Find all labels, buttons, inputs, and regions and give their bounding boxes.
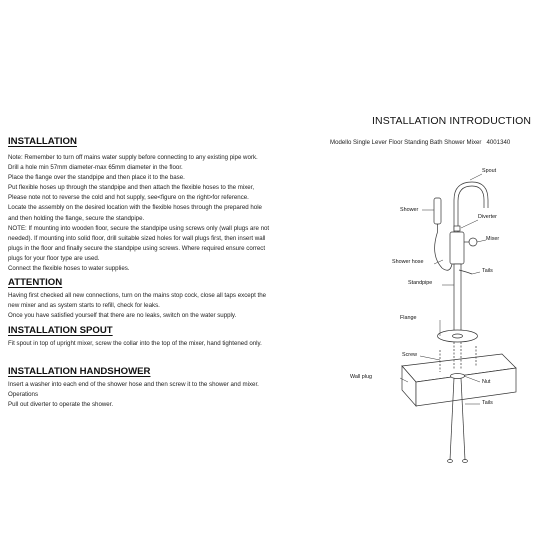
- instructions-column: [8, 136, 308, 410]
- label-flange: Flange: [400, 315, 417, 321]
- attention-line: Having first checked all new connections, turn on the mains stop cock, close all taps except the: [8, 292, 267, 300]
- flange: [438, 330, 478, 342]
- attention-text: [8, 291, 308, 321]
- label-standpipe: Standpipe: [408, 280, 433, 286]
- label-spout: Spout: [482, 168, 497, 174]
- handshower-heading: INSTALLATION HANDSHOWER: [8, 365, 151, 377]
- product-code: 4001340: [486, 139, 511, 146]
- label-shower-hose: Shower hose: [392, 259, 424, 265]
- installation-line: plugs in the floor and finally secure the standpipe using screws. Where required ensure correct: [8, 244, 266, 252]
- installation-text: [8, 153, 308, 274]
- installation-line: NOTE: If mounting into wooden floor, secure the standpipe using screws only (wall plugs are not: [8, 224, 270, 232]
- handshower-line: Insert a washer into each end of the shower hose and then screw it to the shower and mixer.: [8, 380, 259, 388]
- diverter: [454, 226, 460, 231]
- installation-line: and then holding the flange, secure the standpipe.: [8, 214, 145, 222]
- label-mixer: Mixer: [486, 236, 500, 242]
- label-tails-lower: Tails: [482, 400, 493, 406]
- nut: [451, 374, 465, 379]
- installation-line: Locate the assembly on the desired location with the flexible hoses through the prepared hole: [8, 204, 262, 212]
- handshower-text: [8, 380, 308, 410]
- handshower-line: Operations: [8, 390, 39, 398]
- mixer-diagram: [330, 160, 540, 480]
- spout-text: [8, 339, 308, 349]
- attention-line: Once you have satisfied yourself that there are no leaks, switch on the water supply.: [8, 312, 237, 320]
- shower-head: [434, 198, 441, 224]
- installation-line: Place the flange over the standpipe and then place it to the base.: [8, 174, 185, 182]
- mixer-drawing: [330, 160, 540, 480]
- attention-line: new mixer and as system starts to refill, check for leaks.: [8, 302, 160, 310]
- handshower-line: Pull out diverter to operate the shower.: [8, 400, 114, 408]
- installation-line: plugs for your floor type are used.: [8, 254, 100, 262]
- label-diverter: Diverter: [478, 214, 497, 220]
- product-name: Modello Single Lever Floor Standing Bath Shower Mixer: [330, 139, 482, 146]
- label-nut: Nut: [482, 379, 491, 385]
- installation-line: Note: Remember to turn off mains water supply before connecting to any existing pipe work.: [8, 154, 258, 161]
- spout-heading: INSTALLATION SPOUT: [8, 325, 113, 337]
- label-screw: Screw: [402, 352, 417, 358]
- installation-line: Drill a hole min 57mm diameter-max 65mm diameter in the floor.: [8, 164, 183, 172]
- installation-line: Please note not to reverse the cold and hot supply, see<figure on the right>for reference.: [8, 194, 249, 202]
- label-shower: Shower: [400, 207, 419, 213]
- standpipe: [454, 264, 461, 336]
- installation-line: Put flexible hoses up through the standpipe and then attach the flexible hoses to the mixer,: [8, 184, 255, 192]
- label-tails-upper: Tails: [482, 268, 493, 274]
- installation-line: Connect the flexible hoses to water supplies.: [8, 265, 130, 273]
- product-subtitle: [330, 139, 510, 146]
- page-title: INSTALLATION INTRODUCTION: [372, 115, 532, 127]
- mixer-lever: [469, 238, 477, 246]
- spout-line: Fit spout in top of upright mixer, screw the collar into the top of the mixer, hand tightened only.: [8, 340, 262, 348]
- installation-line: needed). If mounting into solid floor, drill suitable sized holes for wall plugs first, then insert wall: [8, 234, 266, 242]
- mixer-body: [450, 232, 464, 264]
- installation-heading: INSTALLATION: [8, 136, 77, 147]
- label-wall-plug: Wall plug: [350, 374, 372, 380]
- shower-hose: [435, 232, 452, 270]
- attention-heading: ATTENTION: [8, 277, 63, 289]
